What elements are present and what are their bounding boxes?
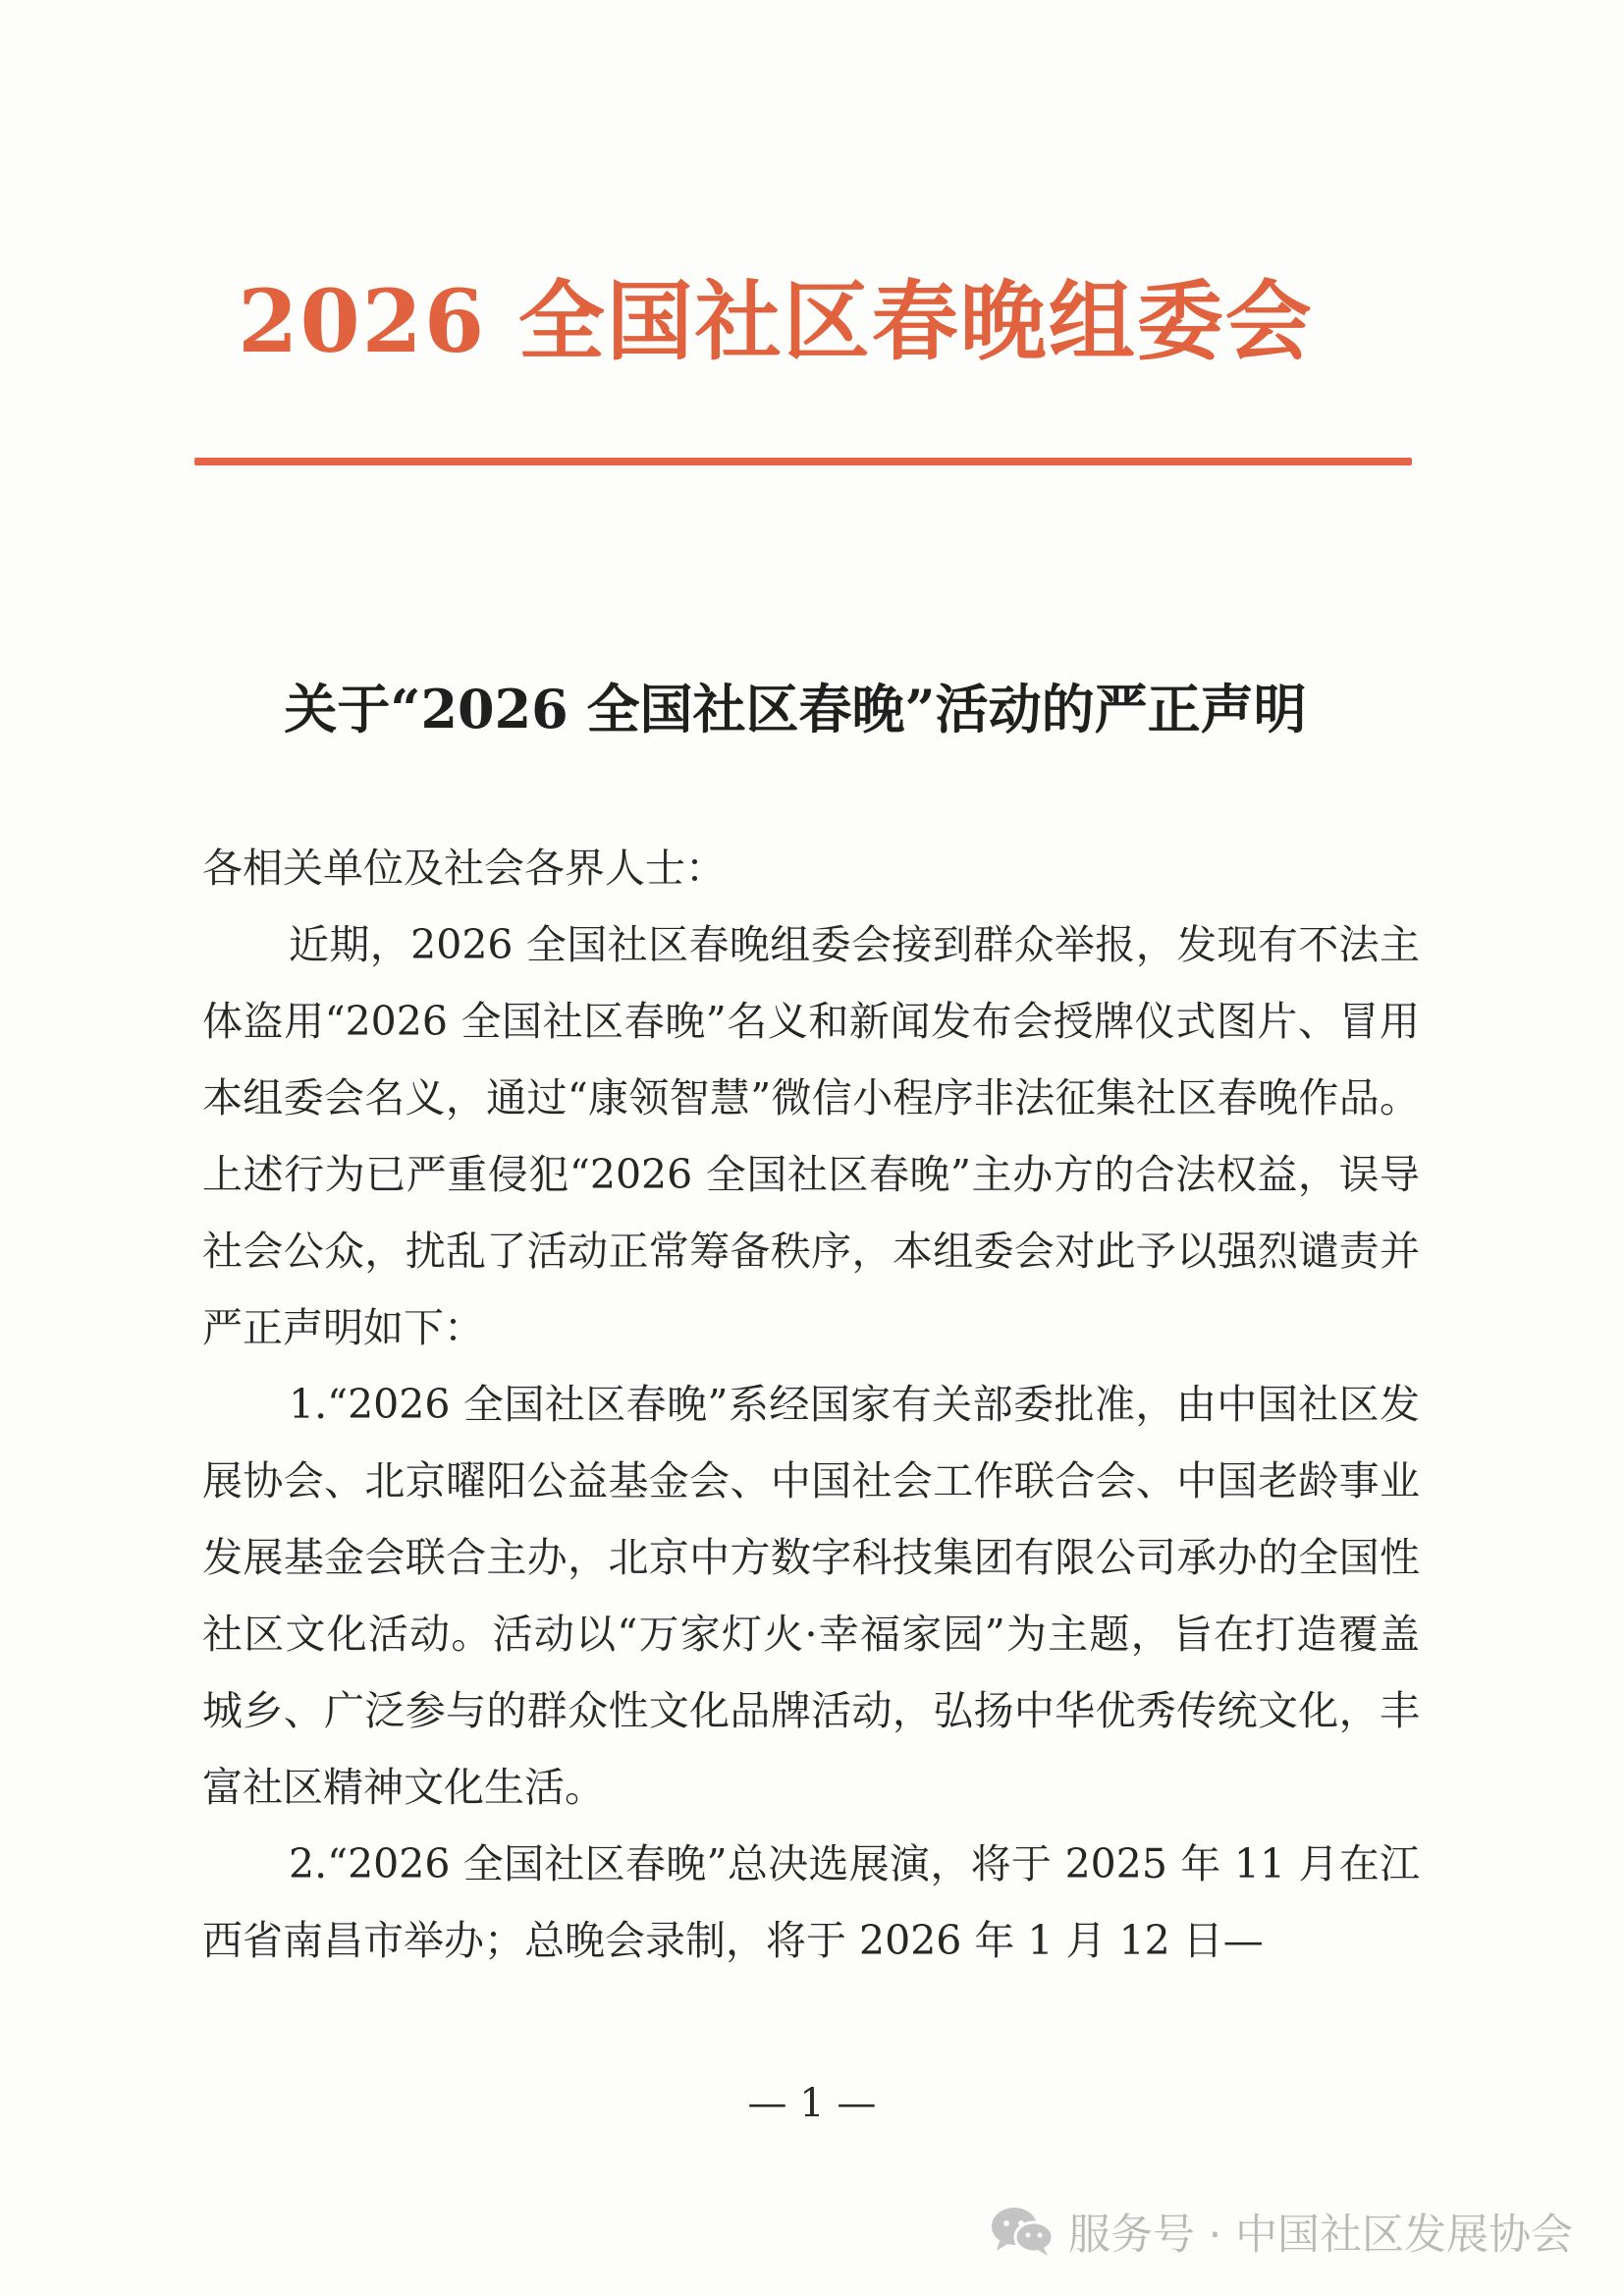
letterhead-title: 2026 全国社区春晚组委会 [238, 270, 1314, 372]
paragraph-item-1: 1.“2026 全国社区春晚”系经国家有关部委批准，由中国社区发展协会、北京曜阳公益基金会、中国社会工作联合会、中国老龄事业发展基金会联合主办，北京中方数字科技集团有限公司承办的全国性社区文化活动。活动以“万家灯火·幸福家园”为主题，旨在打造覆盖城乡、广泛参与的群众性文化品牌活动，弘扬中华优秀传统文化，丰富社区精神文化生活。 [202, 1381, 1420, 1811]
document-title: 关于“2026 全国社区春晚”活动的严正声明 [284, 678, 1307, 740]
paragraph-item-2: 2.“2026 全国社区春晚”总决选展演，将于 2025 年 11 月在江西省南昌市举办；总晚会录制，将于 2026 年 1 月 12 日— [202, 1840, 1420, 1964]
watermark-text: 服务号 · 中国社区发展协会 [1067, 2210, 1573, 2260]
document-body [202, 830, 1420, 1979]
letterhead-red-rule [194, 458, 1412, 465]
salutation: 各相关单位及社会各界人士： [202, 845, 726, 892]
watermark [990, 2200, 1573, 2263]
wechat-icon [990, 2206, 1055, 2257]
page-number: — 1 — [747, 2081, 877, 2126]
paragraph-intro: 近期，2026 全国社区春晚组委会接到群众举报，发现有不法主体盗用“2026 全国社区春晚”名义和新闻发布会授牌仪式图片、冒用本组委会名义，通过“康领智慧”微信小程序非法征集社区春晚作品。上述行为已严重侵犯“2026 全国社区春晚”主办方的合法权益，误导社会公众，扰乱了活动正常筹备秩序，本组委会对此予以强烈谴责并严正声明如下： [202, 921, 1420, 1351]
